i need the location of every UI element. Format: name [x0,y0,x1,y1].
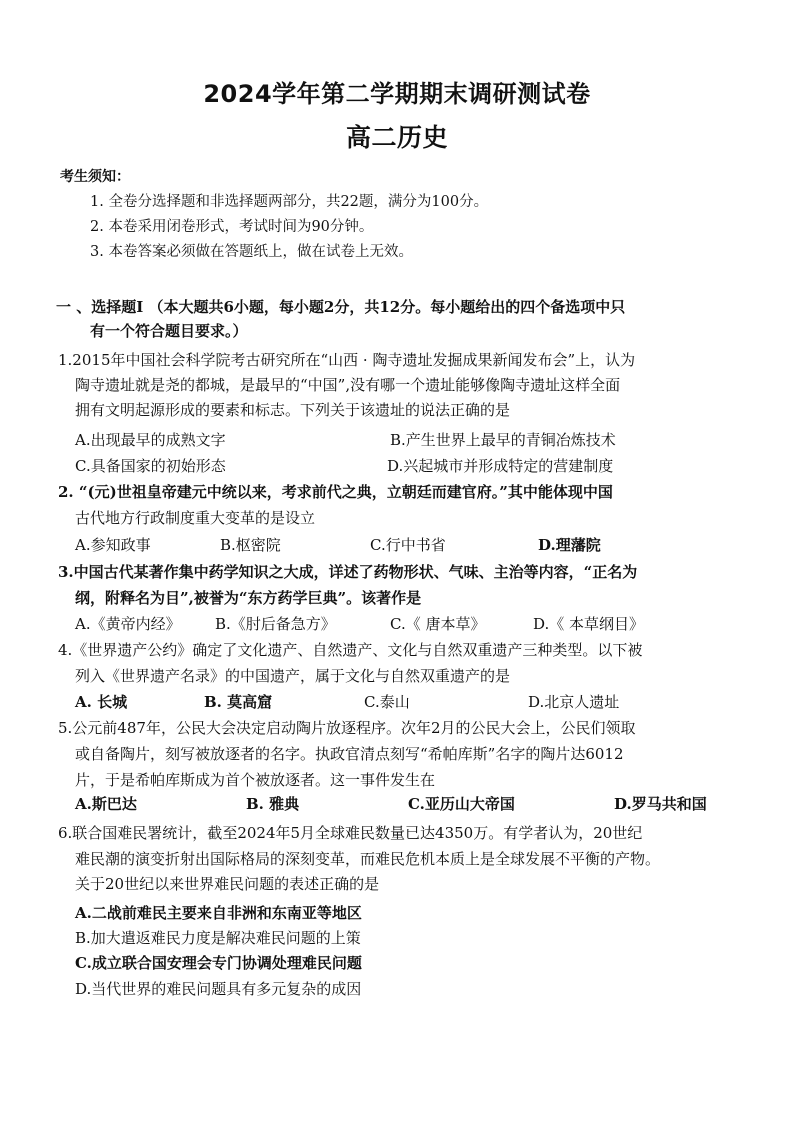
question-2-option-b: B.枢密院 [220,536,281,554]
question-5-line: 5.公元前487年，公民大会决定启动陶片放逐程序。次年2月的公民大会上，公民们领取 [58,719,636,737]
notice-heading: 考生须知： [60,169,130,185]
question-3-option-c: C.《 唐本草》 [390,615,486,633]
question-3-line: 3.中国古代某著作集中药学知识之大成，详述了药物形状、气味、主治等内容，“正名为 [58,563,638,581]
question-1-option-d: D.兴起城市并形成特定的营建制度 [387,457,614,475]
question-4-option-d: D.北京人遗址 [528,693,620,711]
question-2-line: 古代地方行政制度重大变革的是设立 [75,509,316,527]
question-4-line: 4.《世界遗产公约》确定了文化遗产、自然遗产、文化与自然双重遗产三种类型。以下被 [58,641,643,659]
question-2-line: 2. “(元)世祖皇帝建元中统以来，考求前代之典，立朝廷而建官府。”其中能体现中国 [58,483,613,501]
question-2-option-d: D.理藩院 [538,536,601,554]
question-4-line: 列入《世界遗产名录》的中国遗产，属于文化与自然双重遗产的是 [75,667,511,685]
question-6-option-b: B.加大遣返难民力度是解决难民问题的上策 [75,929,361,947]
notice-item: 3. 本卷答案必须做在答题纸上，做在试卷上无效。 [90,244,413,260]
question-5-option-b: B. 雅典 [246,795,300,813]
question-5-option-d: D.罗马共和国 [614,795,707,813]
question-6-line: 难民潮的演变折射出国际格局的深刻变革，而难民危机本质上是全球发展不平衡的产物。 [75,850,661,868]
question-4-option-c: C.泰山 [364,693,410,711]
question-1-line: 1.2015年中国社会科学院考古研究所在“山西 · 陶寺遗址发掘成果新闻发布会”上，认为 [58,351,636,369]
question-1-option-a: A.出现最早的成熟文字 [75,431,226,449]
section-heading-cont: 有一个符合题目要求。） [90,322,248,340]
question-3-line: 纲，附释名为目”,被誉为“东方药学巨典”。该著作是 [75,589,422,607]
question-6-option-c: C.成立联合国安理会专门协调处理难民问题 [75,954,362,972]
exam-title: 2024学年第二学期期末调研测试卷 [203,80,591,108]
question-5-option-a: A.斯巴达 [75,795,137,813]
question-6-option-a: A.二战前难民主要来自非洲和东南亚等地区 [75,904,362,922]
question-3-option-b: B.《肘后备急方》 [215,615,336,633]
question-2-option-a: A.参知政事 [75,536,151,554]
question-1-line: 拥有文明起源形成的要素和标志。下列关于该遗址的说法正确的是 [75,401,511,419]
notice-item: 2. 本卷采用闭卷形式，考试时间为90分钟。 [90,219,374,235]
question-4-option-b: B. 莫高窟 [204,693,273,711]
question-5-line: 片，于是希帕库斯成为首个被放逐者。这一事件发生在 [75,771,436,789]
question-6-line: 6.联合国难民署统计，截至2024年5月全球难民数量已达4350万。有学者认为，20世纪 [58,824,643,842]
notice-item: 1. 全卷分选择题和非选择题两部分，共22题，满分为100分。 [90,194,489,210]
question-6-option-d: D.当代世界的难民问题具有多元复杂的成因 [75,980,362,998]
question-4-option-a: A. 长城 [75,693,128,711]
question-5-line: 或自备陶片，刻写被放逐者的名字。执政官清点刻写“希帕库斯”名字的陶片达6012 [75,745,624,763]
question-1-option-c: C.具备国家的初始形态 [75,457,226,475]
subject-title: 高二历史 [345,123,448,152]
question-2-option-c: C.行中书省 [370,536,446,554]
question-5-option-c: C.亚历山大帝国 [408,795,515,813]
section-heading: 一 、选择题I （本大题共6小题，每小题2分，共12分。每小题给出的四个备选项中只 [56,298,626,316]
question-3-option-a: A.《黄帝内经》 [75,615,181,633]
question-3-option-d: D.《 本草纲目》 [533,615,645,633]
question-1-option-b: B.产生世界上最早的青铜冶炼技术 [390,431,616,449]
question-1-line: 陶寺遗址就是尧的都城，是最早的“中国”,没有哪一个遗址能够像陶寺遗址这样全面 [75,376,621,394]
question-6-line: 关于20世纪以来世界难民问题的表述正确的是 [75,875,380,893]
